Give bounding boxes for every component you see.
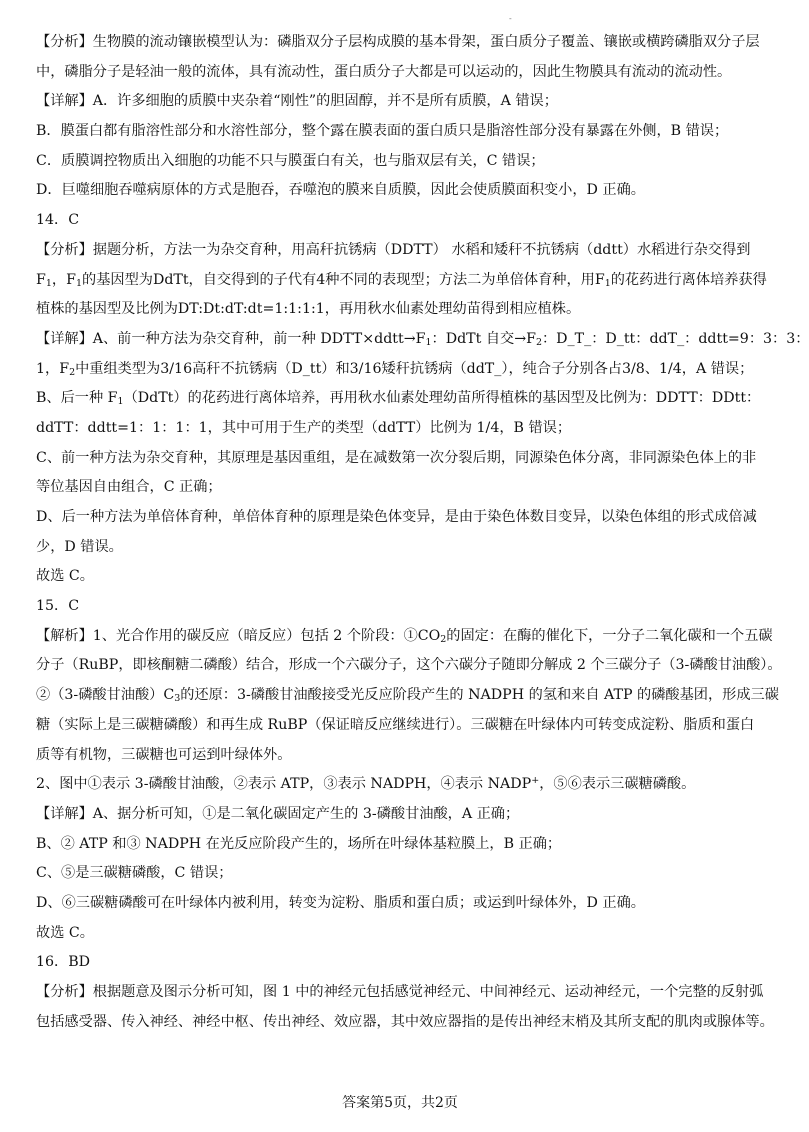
text-line: $F_1$，$F_1$的基因型为DdTt，自交得到的子代有4种不同的表现型；方法二为单倍体育种，用$F_1$的花药进行离体培养获得	[36, 271, 767, 289]
text-line: 【详解】A．许多细胞的质膜中夹杂着“刚性”的胆固醇，并不是所有质膜，A 错误；	[36, 93, 558, 110]
text-line: 【分析】据题分析，方法一为杂交育种，用高秆抗锈病（DDTT） 水稻和矮秆不抗锈病（ddtt）水稻进行杂交得到	[36, 241, 751, 258]
text-line: 1，$F_2$中重组类型为3/16高秆不抗锈病（D_tt）和3/16矮秆抗锈病（ddT_），纯合子分别各占3/8、1/4，A 错误；	[36, 360, 754, 378]
text-line: D、后一种方法为单倍体育种，单倍体育种的原理是染色体变异，是由于染色体数目变异，以染色体组的形式成倍减	[36, 509, 757, 525]
text-line: 14．C	[36, 212, 80, 229]
text-line: 【详解】A、前一种方法为杂交育种，前一种 $DDTT\times ddtt\to F_1$：DdTt 自交$\to F_2$：D_T_：D_tt：ddT_：ddtt=9：3：3：	[36, 330, 809, 348]
text-line: C、⑤是三碳糖磷酸，C 错误；	[36, 865, 233, 882]
text-line: 少，D 错误。	[36, 538, 123, 555]
text-line: 【分析】生物膜的流动镶嵌模型认为：磷脂双分子层构成膜的基本骨架，蛋白质分子覆盖、镶嵌或横跨磷脂双分子层	[36, 34, 760, 50]
text-line: B、② ATP 和③ NADPH 在光反应阶段产生的，场所在叶绿体基粒膜上，B 正确；	[36, 835, 562, 852]
text-line: C．质膜调控物质出入细胞的功能不只与膜蛋白有关，也与脂双层有关，C 错误；	[36, 152, 545, 169]
text-line: 16．BD	[36, 954, 91, 971]
text-line: 分子（RuBP，即核酮糖二磷酸）结合，形成一个六碳分子，这个六碳分子随即分解成 2 个三碳分子（3-磷酸甘油酸）。	[36, 657, 782, 674]
text-line: D．巨噬细胞吞噬病原体的方式是胞吞，吞噬泡的膜来自质膜，因此会使质膜面积变小，D 正确。	[36, 182, 645, 199]
text-line: ddTT：ddtt=1：1：1：1，其中可用于生产的类型（ddTT）比例为 1/4，B 错误；	[36, 419, 572, 436]
text-line: 2、图中①表示 3-磷酸甘油酸，②表示 ATP，③表示 NADPH，④表示 NADP+，⑤⑥表示三碳糖磷酸。	[36, 775, 696, 793]
text-line: B．膜蛋白都有脂溶性部分和水溶性部分，整个露在膜表面的蛋白质只是脂溶性部分没有暴露在外侧，B 错误；	[36, 123, 729, 140]
text-line: C、前一种方法为杂交育种，其原理是基因重组，是在减数第一次分裂后期，同源染色体分离，非同源染色体上的非	[36, 449, 757, 466]
page-footer: 答案第5页，共2页	[342, 1095, 458, 1111]
text-line: 质等有机物，三碳糖也可运到叶绿体外。	[36, 746, 292, 763]
text-line: 糖（实际上是三碳糖磷酸）和再生成 RuBP（保证暗反应继续进行）。三碳糖在叶绿体内可转变成淀粉、脂质和蛋白	[36, 716, 755, 733]
text-line: 中，磷脂分子是轻油一般的流体，具有流动性，蛋白质分子大都是可以运动的，因此生物膜具有流动的流动性。	[36, 63, 732, 80]
text-line: 故选 C。	[36, 924, 94, 941]
text-line: 故选 C。	[36, 568, 94, 585]
text-line: 包括感受器、传入神经、神经中枢、传出神经、效应器，其中效应器指的是传出神经末梢及其所支配的肌肉或腺体等。	[36, 1013, 774, 1030]
text-line: 【详解】A、据分析可知，①是二氧化碳固定产生的 3-磷酸甘油酸，A 正确；	[36, 805, 520, 822]
text-line: 植株的基因型及比例为DT:Dt:dT:dt=1:1:1:1，再用秋水仙素处理幼苗得到相应植株。	[36, 301, 581, 318]
text-line: ②（3-磷酸甘油酸）$C_3$的还原：3-磷酸甘油酸接受光反应阶段产生的 NADPH 的氢和来自 ATP 的磷酸基团，形成三碳	[36, 687, 779, 705]
text-line: 【解析】1、光合作用的碳反应（暗反应）包括 2 个阶段：$①CO_2$的固定：在酶的催化下，一分子二氧化碳和一个五碳	[36, 627, 773, 645]
answer-body	[36, 28, 809, 1037]
text-line: B、后一种 $F_1(DdTt)$的花药进行离体培养，再用秋水仙素处理幼苗所得植株的基因型及比例为：DDTT：DDtt：	[36, 390, 761, 408]
header-mark: -	[509, 14, 512, 23]
text-line: 【分析】根据题意及图示分析可知，图 1 中的神经元包括感觉神经元、中间神经元、运动神经元，一个完整的反射弧	[36, 984, 764, 1000]
text-line: 15．C	[36, 598, 80, 615]
text-line: 等位基因自由组合，C 正确；	[36, 479, 222, 496]
text-line: D、⑥三碳糖磷酸可在叶绿体内被利用，转变为淀粉、脂质和蛋白质；或运到叶绿体外，D 正确。	[36, 894, 645, 911]
